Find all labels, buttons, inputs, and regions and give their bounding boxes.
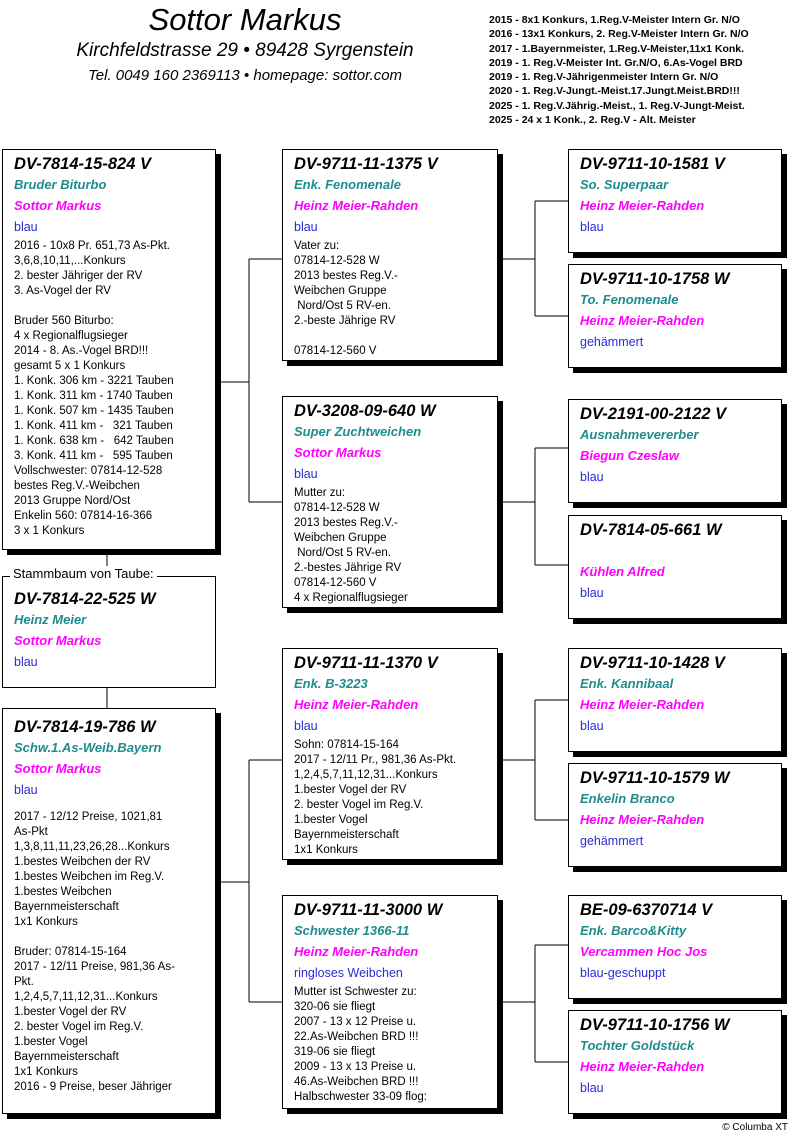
great-grandparent-ring: DV-7814-05-661 W bbox=[580, 521, 722, 539]
great-grandparent-name: Tochter Goldstück bbox=[580, 1038, 695, 1053]
dam-breeder: Sottor Markus bbox=[14, 761, 102, 776]
great-grandparent-color: gehämmert bbox=[580, 335, 644, 349]
grandparent-card[interactable] bbox=[282, 396, 498, 608]
subject-color: blau bbox=[14, 655, 38, 669]
dam-color: blau bbox=[14, 783, 38, 797]
grandparent-notes: Mutter zu: 07814-12-528 W 2013 bestes Reg.V.- Weibchen Gruppe Nord/Ost 5 RV-en. 2.-bestes Jährige RV 07814-12-560 V 4 x Regionalflugsieger bbox=[294, 487, 408, 604]
achievement-item: 2015 - 8x1 Konkurs, 1.Reg.V-Meister Intern Gr. N/O bbox=[489, 14, 740, 26]
grandparent-breeder: Sottor Markus bbox=[294, 445, 382, 460]
grandparent-color: blau bbox=[294, 719, 318, 733]
great-grandparent-ring: DV-9711-10-1756 W bbox=[580, 1016, 730, 1034]
grandparent-breeder: Heinz Meier-Rahden bbox=[294, 944, 419, 959]
subject-ring: DV-7814-22-525 W bbox=[14, 590, 156, 608]
grandparent-card[interactable] bbox=[282, 648, 498, 860]
sire-notes: 2016 - 10x8 Pr. 651,73 As-Pkt. 3,6,8,10,11,...Konkurs 2. bester Jähriger der RV 3. As-Vogel der RV Bruder 560 Biturbo: 4 x Regionalflugsieger 2014 - 8. As.-Vogel BRD!!! gesamt 5 x 1 Konkurs 1. Konk. 306 km - 3221 Tauben 1. Konk. 311 km - 1740 Tauben 1. Konk. 507 km - 1435 Tauben 1. Konk. 411 km - 321 Tauben 1. Konk. 638 km - 642 Tauben 3. Konk. 411 km - 595 Tauben Vollschwester: 07814-12-528 bestes Reg.V.-Weibchen 2013 Gruppe Nord/Ost Enkelin 560: 07814-16-366 3 x 1 Konkurs bbox=[14, 240, 174, 537]
sire-card[interactable] bbox=[2, 149, 216, 550]
dam-name: Schw.1.As-Weib.Bayern bbox=[14, 740, 162, 755]
great-grandparent-name: Ausnahmevererber bbox=[580, 427, 699, 442]
great-grandparent-name: Enk. Barco&Kitty bbox=[580, 923, 687, 938]
copyright-footer: © Columba XT bbox=[722, 1122, 788, 1133]
great-grandparent-ring: BE-09-6370714 V bbox=[580, 901, 713, 919]
grandparent-breeder: Heinz Meier-Rahden bbox=[294, 198, 419, 213]
grandparent-card[interactable] bbox=[282, 149, 498, 361]
owner-contact: Tel. 0049 160 2369113 • homepage: sottor.com bbox=[87, 67, 403, 84]
great-grandparent-color: blau bbox=[580, 470, 604, 484]
great-grandparent-name: Enk. Kannibaal bbox=[580, 676, 674, 691]
achievement-item: 2019 - 1. Reg.V-Meister Int. Gr.N/O, 6.As-Vogel BRD bbox=[489, 56, 743, 69]
sire-breeder: Sottor Markus bbox=[14, 198, 102, 213]
great-grandparent-breeder: Heinz Meier-Rahden bbox=[580, 198, 705, 213]
great-grandparent-name: Enkelin Branco bbox=[580, 791, 675, 806]
great-grandparent-ring: DV-2191-00-2122 V bbox=[580, 405, 727, 423]
great-grandparent-color: blau bbox=[580, 220, 604, 234]
great-grandparent-card[interactable] bbox=[568, 149, 782, 253]
grandparent-name: Schwester 1366-11 bbox=[294, 923, 410, 938]
great-grandparent-color: blau bbox=[580, 719, 604, 733]
owner-address: Kirchfeldstrasse 29 • 89428 Syrgenstein bbox=[76, 40, 414, 61]
great-grandparent-name: So. Superpaar bbox=[580, 177, 669, 192]
great-grandparent-ring: DV-9711-10-1758 W bbox=[580, 270, 730, 288]
grandparent-name: Enk. Fenomenale bbox=[294, 177, 401, 192]
grandparent-card[interactable] bbox=[282, 895, 498, 1109]
grandparent-notes: Sohn: 07814-15-164 2017 - 12/11 Pr., 981,36 As-Pkt. 1,2,4,5,7,11,12,31...Konkurs 1.bester Vogel der RV 2. bester Vogel im Reg.V. 1.bester Vogel Bayernmeisterschaft 1x1 Konkurs bbox=[294, 739, 457, 856]
grandparent-color: blau bbox=[294, 467, 318, 481]
grandparent-name: Super Zuchtweichen bbox=[294, 424, 422, 439]
grandparent-ring: DV-3208-09-640 W bbox=[294, 402, 436, 420]
great-grandparent-ring: DV-9711-10-1428 V bbox=[580, 654, 725, 672]
achievement-item: 2016 - 13x1 Konkurs, 2. Reg.V-Meister Intern Gr. N/O bbox=[489, 28, 749, 41]
achievement-item: 2019 - 1. Reg.V-Jährigenmeister Intern Gr. N/O bbox=[489, 71, 719, 84]
grandparent-breeder: Heinz Meier-Rahden bbox=[294, 697, 419, 712]
grandparent-ring: DV-9711-11-3000 W bbox=[294, 901, 443, 919]
achievement-item: 2025 - 1. Reg.V.Jährig.-Meist., 1. Reg.V-Jungt-Meist. bbox=[489, 99, 745, 112]
great-grandparent-color: blau-geschuppt bbox=[580, 966, 666, 980]
great-grandparent-ring: DV-9711-10-1579 W bbox=[580, 769, 730, 787]
grandparent-notes: Mutter ist Schwester zu: 320-06 sie fliegt 2007 - 13 x 12 Preise u. 22.As-Weibchen BRD !!! 319-06 sie fliegt 2009 - 13 x 13 Preise u. 46.As-Weibchen BRD !!! Halbschwester 33-09 flog: bbox=[294, 986, 427, 1103]
great-grandparent-card[interactable] bbox=[568, 1010, 782, 1114]
achievement-item: 2025 - 24 x 1 Konk., 2. Reg.V - Alt. Meister bbox=[489, 114, 696, 127]
great-grandparent-breeder: Heinz Meier-Rahden bbox=[580, 812, 705, 827]
stammbaum-label: Stammbaum von Taube: bbox=[10, 566, 157, 582]
owner-name: Sottor Markus bbox=[148, 2, 342, 37]
sire-color: blau bbox=[14, 220, 38, 234]
grandparent-color: ringloses Weibchen bbox=[294, 966, 403, 980]
great-grandparent-card[interactable] bbox=[568, 515, 782, 619]
grandparent-ring: DV-9711-11-1375 V bbox=[294, 155, 438, 173]
dam-notes: 2017 - 12/12 Preise, 1021,81 As-Pkt 1,3,8,11,11,23,26,28...Konkurs 1.bestes Weibchen der RV 1.bestes Weibchen im Reg.V. 1.bestes Weibchen Bayernmeisterschaft 1x1 Konkurs Bruder: 07814-15-164 2017 - 12/11 Preise, 981,36 As- Pkt. 1,2,4,5,7,11,12,31...Konkurs 1.bester Vogel der RV 2. bester Vogel im Reg.V. 1.bester Vogel Bayernmeisterschaft 1x1 Konkurs 2016 - 9 Preise, beser Jähriger bbox=[14, 811, 175, 1093]
sire-ring: DV-7814-15-824 V bbox=[14, 155, 151, 173]
great-grandparent-breeder: Heinz Meier-Rahden bbox=[580, 1059, 705, 1074]
great-grandparent-card[interactable] bbox=[568, 648, 782, 752]
grandparent-name: Enk. B-3223 bbox=[294, 676, 368, 691]
great-grandparent-breeder: Biegun Czeslaw bbox=[580, 448, 679, 463]
great-grandparent-breeder: Heinz Meier-Rahden bbox=[580, 313, 705, 328]
great-grandparent-breeder: Kühlen Alfred bbox=[580, 564, 665, 579]
dam-ring: DV-7814-19-786 W bbox=[14, 718, 156, 736]
great-grandparent-color: gehämmert bbox=[580, 834, 644, 848]
achievement-item: 2017 - 1.Bayernmeister, 1.Reg.V-Meister,11x1 Konk. bbox=[489, 42, 745, 55]
subject-card[interactable] bbox=[2, 576, 216, 688]
grandparent-notes: Vater zu: 07814-12-528 W 2013 bestes Reg.V.- Weibchen Gruppe Nord/Ost 5 RV-en. 2.-beste Jährige RV 07814-12-560 V bbox=[294, 240, 398, 357]
achievement-item: 2020 - 1. Reg.V-Jungt.-Meist.17.Jungt.Meist.BRD!!! bbox=[489, 85, 740, 98]
great-grandparent-breeder: Vercammen Hoc Jos bbox=[580, 944, 708, 959]
great-grandparent-card[interactable] bbox=[568, 895, 782, 999]
grandparent-color: blau bbox=[294, 220, 318, 234]
great-grandparent-color: blau bbox=[580, 586, 604, 600]
great-grandparent-color: blau bbox=[580, 1081, 604, 1095]
great-grandparent-card[interactable] bbox=[568, 763, 782, 867]
dam-card[interactable] bbox=[2, 708, 216, 1114]
great-grandparent-card[interactable] bbox=[568, 399, 782, 503]
achievements-list bbox=[489, 13, 749, 127]
great-grandparent-ring: DV-9711-10-1581 V bbox=[580, 155, 725, 173]
grandparent-ring: DV-9711-11-1370 V bbox=[294, 654, 438, 672]
great-grandparent-name: To. Fenomenale bbox=[580, 292, 679, 307]
great-grandparent-breeder: Heinz Meier-Rahden bbox=[580, 697, 705, 712]
sire-name: Bruder Biturbo bbox=[14, 177, 107, 192]
great-grandparent-card[interactable] bbox=[568, 264, 782, 368]
subject-name: Heinz Meier bbox=[14, 612, 87, 627]
subject-breeder: Sottor Markus bbox=[14, 633, 102, 648]
